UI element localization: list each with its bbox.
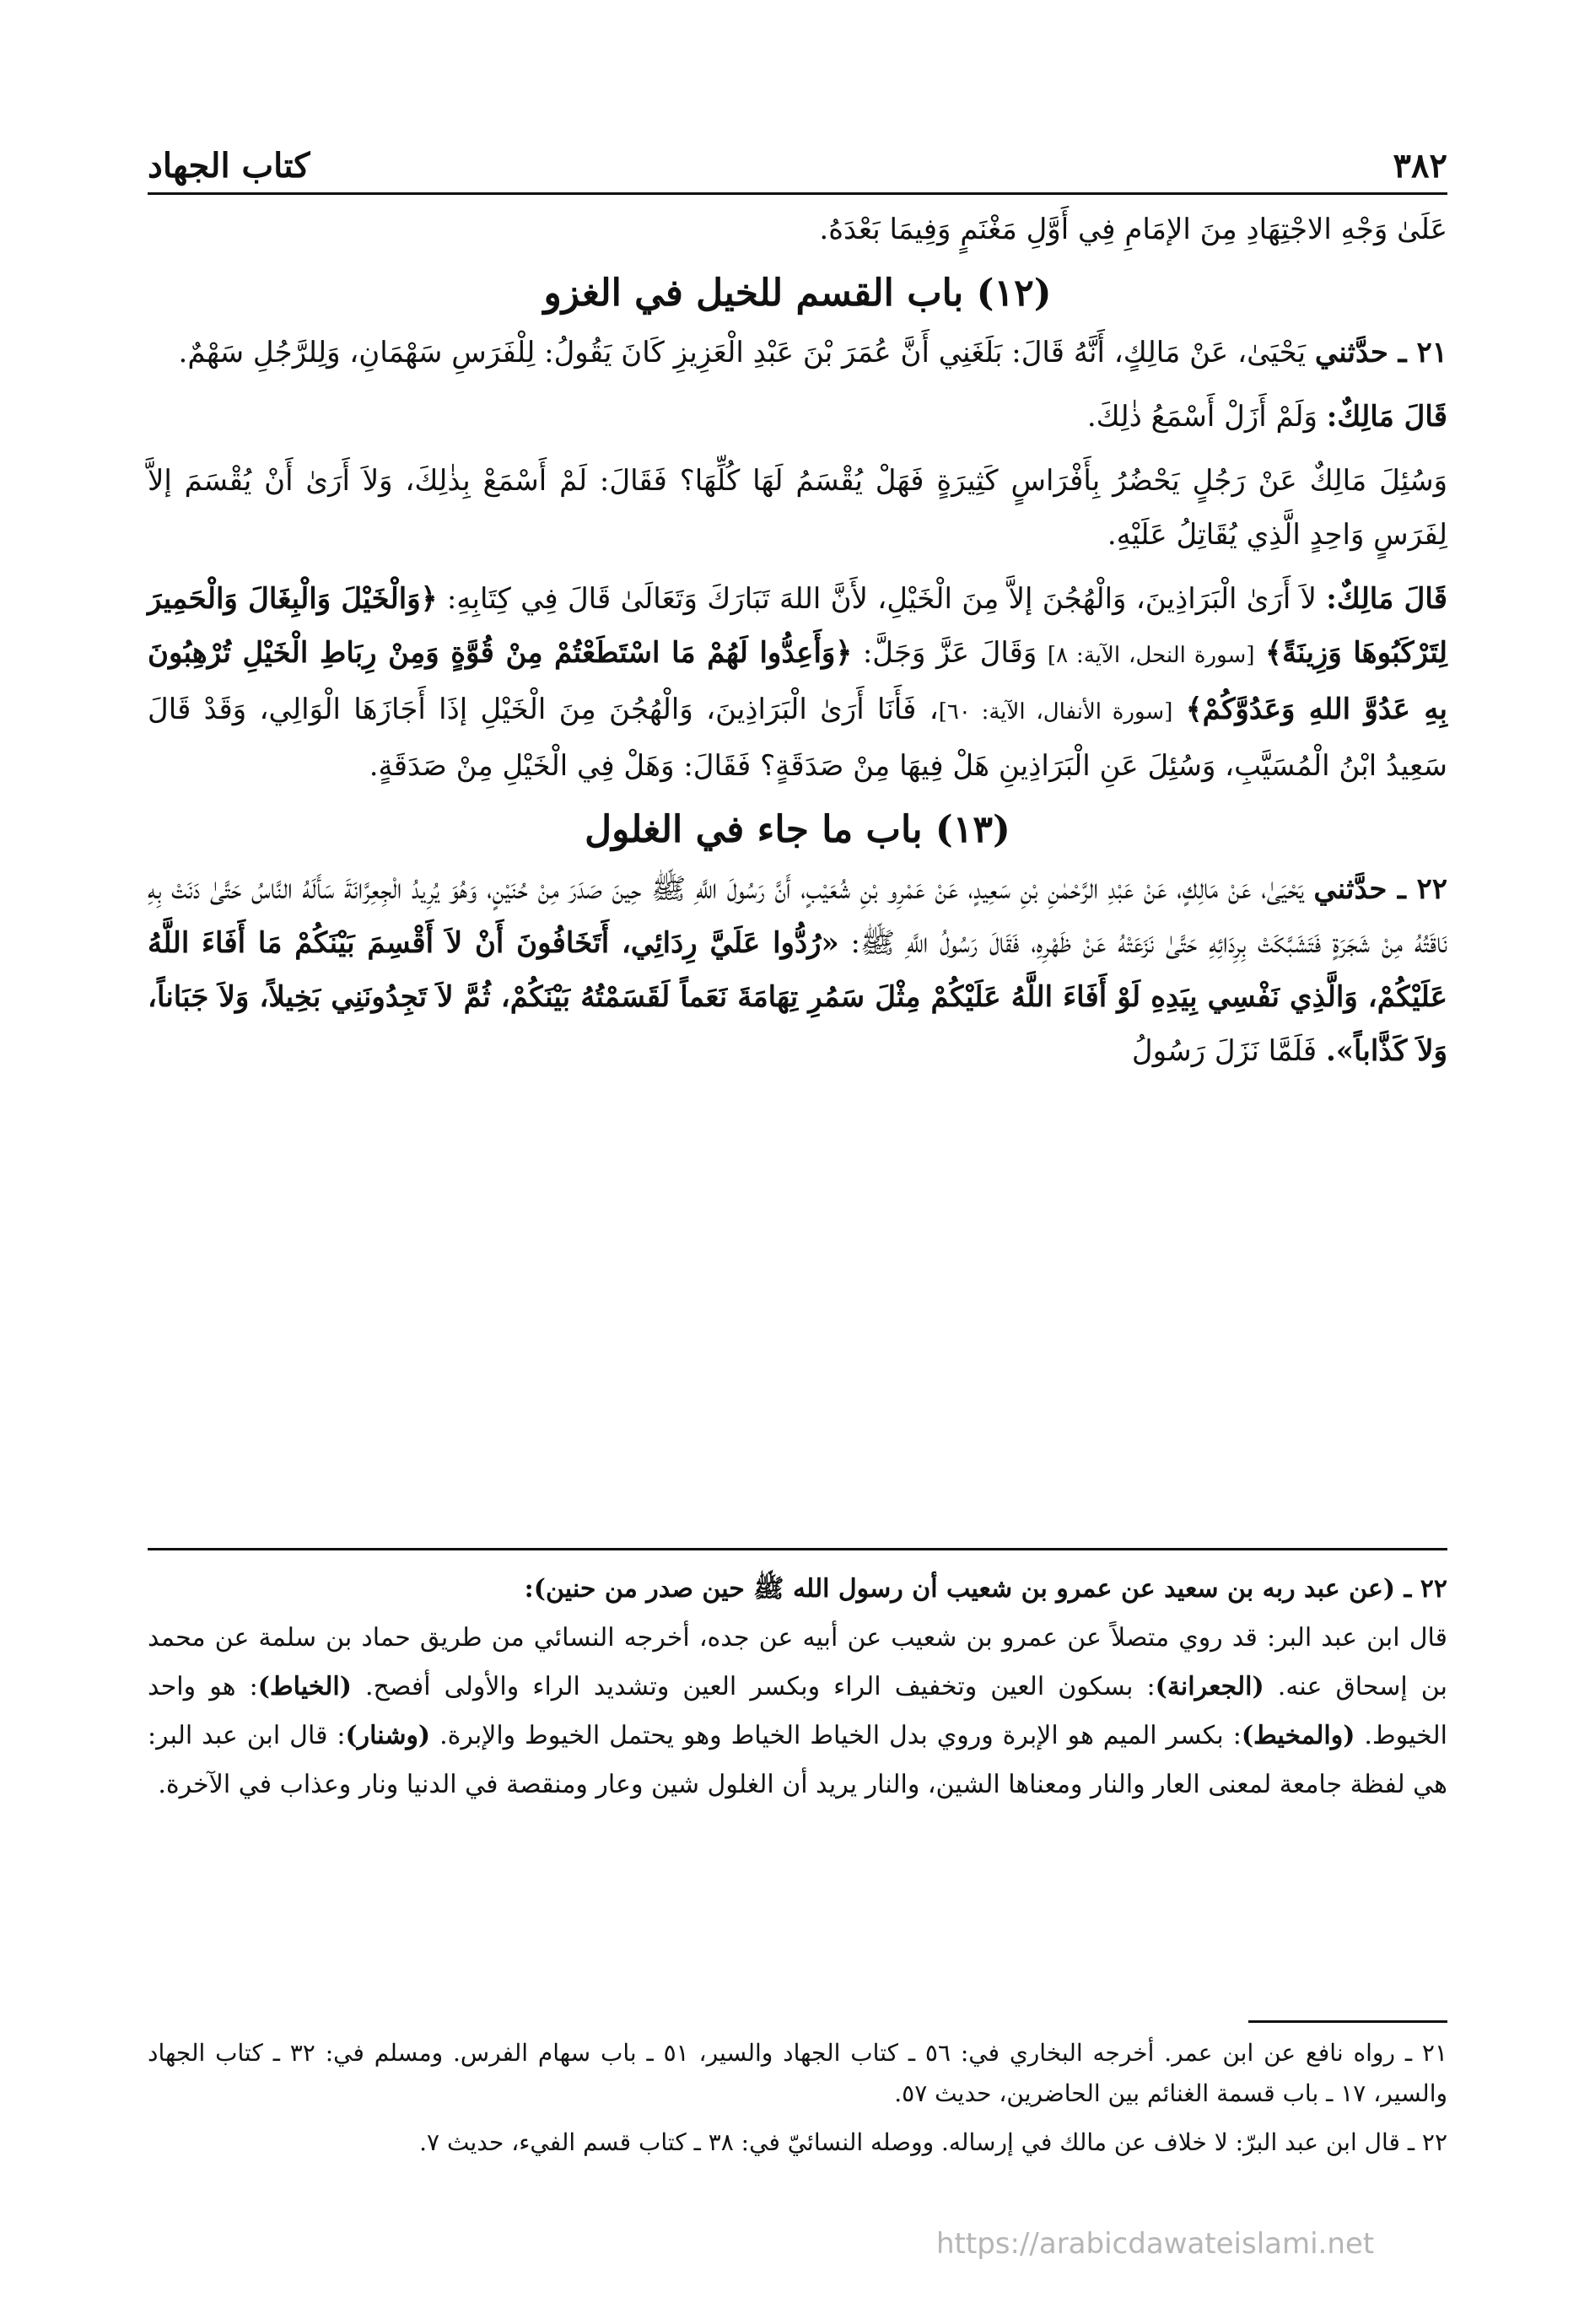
page-header — [148, 127, 1447, 195]
hadith-22-text-a: يَحْيَىٰ، عَنْ مَالِكٍ، عَنْ عَبْدِ الرَّحْمٰنِ بْنِ سَعِيدٍ، عَنْ عَمْرِو بْنِ شُعَيْبٍ، أَنَّ رَسُولَ اللَّهِ ﷺ حِينَ صَدَرَ مِنْ حُنَيْنٍ، وَهُوَ يُرِيدُ الْجِعِرَّانَةَ سَأَلَهُ النَّاسُ حَتَّىٰ دَنَتْ بِهِ نَاقَتُهُ مِنْ شَجَرَةٍ فَتَشَبَّكَتْ بِرِدَائِهِ حَتَّىٰ نَزَعَتْهُ عَنْ ظَهْرِهِ، فَقَالَ رَسُولُ اللَّهِ ﷺ: — [148, 872, 1448, 960]
commentary-term-khiyat: (الخياط) — [257, 1672, 352, 1701]
malik-saying-1-text: وَلَمْ أَزَلْ أَسْمَعُ ذٰلِكَ. — [1086, 400, 1317, 434]
commentary-text-b: : بسكون العين وتخفيف الراء وبكسر العين وتشديد الراء والأولى أفصح. — [365, 1672, 1156, 1701]
hadith-22-text-b: فَلَمَّا نَزَلَ رَسُولُ — [1131, 1034, 1317, 1068]
footnote-21: ٢١ ـ رواه نافع عن ابن عمر. أخرجه البخاري في: ٥٦ ـ كتاب الجهاد والسير، ٥١ ـ باب سهام الفرس. ومسلم في: ٣٢ ـ كتاب الجهاد والسير، ١٧ ـ باب قسمة الغنائم بين الحاضرين، حديث ٥٧. — [148, 2039, 1447, 2107]
quran-verse-1-ref: [سورة النحل، الآية: ٨] — [1047, 643, 1255, 668]
quran-verse-2-ref: [سورة الأنفال، الآية: ٦٠] — [938, 699, 1173, 725]
hadith-21 — [148, 326, 1447, 380]
page-number: ٣٨٢ — [1393, 146, 1447, 186]
hadith-21-lead: ٢١ ـ حدَّثني — [1314, 336, 1447, 369]
commentary-text — [148, 1614, 1447, 1809]
malik-question: وَسُئِلَ مَالِكٌ عَنْ رَجُلٍ يَحْضُرُ بِأَفْرَاسٍ كَثِيرَةٍ فَهَلْ يُقْسَمُ لَهَا كُلِّهَا؟ فَقَالَ: لَمْ أَسْمَعْ بِذٰلِكَ، وَلاَ أَرَىٰ أَنْ يُقْسَمَ إلاَّ لِفَرَسٍ وَاحِدٍ الَّذِي يُقَاتِلُ عَلَيْهِ. — [148, 464, 1447, 552]
footnote-22: ٢٢ ـ قال ابن عبد البرّ: لا خلاف عن مالك في إرساله. ووصله النسائيّ في: ٣٨ ـ كتاب قسم الفيء، حديث ٧. — [419, 2128, 1447, 2156]
commentary-text-d: : بكسر الميم هو الإبرة وروي بدل الخياط الخياط وهو يحتمل الخيوط والإبرة. — [439, 1721, 1242, 1750]
commentary-heading: ٢٢ ـ (عن عبد ربه بن سعيد عن عمرو بن شعيب أن رسول الله ﷺ حين صدر من حنين): — [524, 1574, 1447, 1604]
commentary-term-shanar: (وشنار) — [345, 1721, 431, 1750]
watermark: https://arabicdawateislami.net — [936, 2227, 1375, 2261]
commentary — [148, 1565, 1447, 1809]
commentary-text-e: : قال ابن عبد البر: هي لفظة جامعة لمعنى العار والنار ومعناها الشين، والنار يريد أن الغلول شين وعار ومنقصة في الدنيا ونار وعذاب في الآخرة. — [148, 1721, 1447, 1799]
malik-saying-2-text-a: لاَ أَرَىٰ الْبَرَاذِينَ، وَالْهُجُنَ إلاَّ مِنَ الْخَيْلِ، لأَنَّ اللهَ تَبَارَكَ وَتَعَالَىٰ قَالَ فِي كِتَابِهِ: — [446, 582, 1317, 616]
malik-saying-1-lead: قَالَ مَالِكٌ: — [1326, 400, 1447, 434]
main-text — [148, 202, 1447, 1088]
hadith-22 — [148, 862, 1447, 1078]
quran-verse-2: ﴿وَأَعِدُّوا لَهُمْ مَا اسْتَطَعْتُمْ مِنْ قُوَّةٍ وَمِنْ رِبَاطِ الْخَيْلِ تُرْهِبُونَ بِهِ عَدُوَّ اللهِ وَعَدُوَّكُمْ﴾ — [148, 636, 1448, 726]
hadith-21-text: يَحْيَىٰ، عَنْ مَالِكٍ، أَنَّهُ قَالَ: بَلَغَنِي أَنَّ عُمَرَ بْنَ عَبْدِ الْعَزِيزِ كَانَ يَقُولُ: لِلْفَرَسِ سَهْمَانِ، وَلِلرَّجُلِ سَهْمٌ. — [178, 336, 1307, 369]
malik-saying-1 — [148, 390, 1447, 444]
quran-verse-1: ﴿وَالْخَيْلَ وَالْبِغَالَ وَالْحَمِيرَ لِتَرْكَبُوهَا وَزِينَةً﴾ — [148, 582, 1448, 670]
intro-line: عَلَىٰ وَجْهِ الاجْتِهَادِ مِنَ الإمَامِ فِي أَوَّلِ مَغْنَمٍ وَفِيمَا بَعْدَهُ. — [819, 213, 1447, 246]
chapter-12-title: (١٢) باب القسم للخيل في الغزو — [543, 272, 1052, 315]
malik-saying-2-text-c: ، فَأَنَا أَرَىٰ الْبَرَاذِينَ، وَالْهُجُنَ مِنَ الْخَيْلِ إذَا أَجَازَهَا الْوَالِي، وَقَدْ قَالَ سَعِيدُ ابْنُ الْمُسَيَّبِ، وَسُئِلَ عَنِ الْبَرَاذِينِ هَلْ فِيهَا مِنْ صَدَقَةٍ؟ فَقَالَ: وَهَلْ فِي الْخَيْلِ مِنْ صَدَقَةٍ. — [148, 693, 1447, 783]
hadith-22-lead: ٢٢ ـ حدَّثني — [1313, 872, 1448, 906]
commentary-term-mikhyat: (والمخيط) — [1241, 1721, 1355, 1750]
commentary-divider — [148, 1548, 1447, 1550]
hadith-22-prophetic-saying: «رُدُّوا عَلَيَّ رِدَائِي، أَتَخَافُونَ أَنْ لاَ أَقْسِمَ بَيْنَكُمْ مَا أَفَاءَ اللَّهُ عَلَيْكُمْ، وَالَّذِي نَفْسِي بِيَدِهِ لَوْ أَفَاءَ اللَّهُ عَلَيْكُمْ مِثْلَ سَمُرِ تِهَامَةَ نَعَماً لَقَسَمْتُهُ بَيْنَكُمْ، ثُمَّ لاَ تَجِدُونَنِي بَخِيلاً، وَلاَ جَبَاناً، وَلاَ كَذَّاباً». — [148, 926, 1447, 1068]
book-title: كتاب الجهاد — [148, 146, 310, 186]
commentary-text-c: : هو واحد الخيوط. — [148, 1672, 1447, 1750]
malik-saying-2-text-b: وَقَالَ عَزَّ وَجَلَّ: — [862, 636, 1037, 670]
malik-saying-2 — [148, 572, 1447, 793]
footnotes — [148, 2033, 1447, 2171]
chapter-13-title: (١٣) باب ما جاء في الغلول — [585, 808, 1010, 851]
commentary-term-jiirana: (الجعرانة) — [1155, 1672, 1264, 1701]
malik-saying-2-lead: قَالَ مَالِكٌ: — [1326, 582, 1448, 616]
commentary-text-a: قال ابن عبد البر: قد روي متصلاً عن عمرو بن شعيب عن أبيه عن جده، أخرجه النسائي من طريق حماد بن سلمة عن محمد بن إسحاق عنه. — [148, 1623, 1447, 1701]
footnote-divider — [1248, 2020, 1447, 2023]
